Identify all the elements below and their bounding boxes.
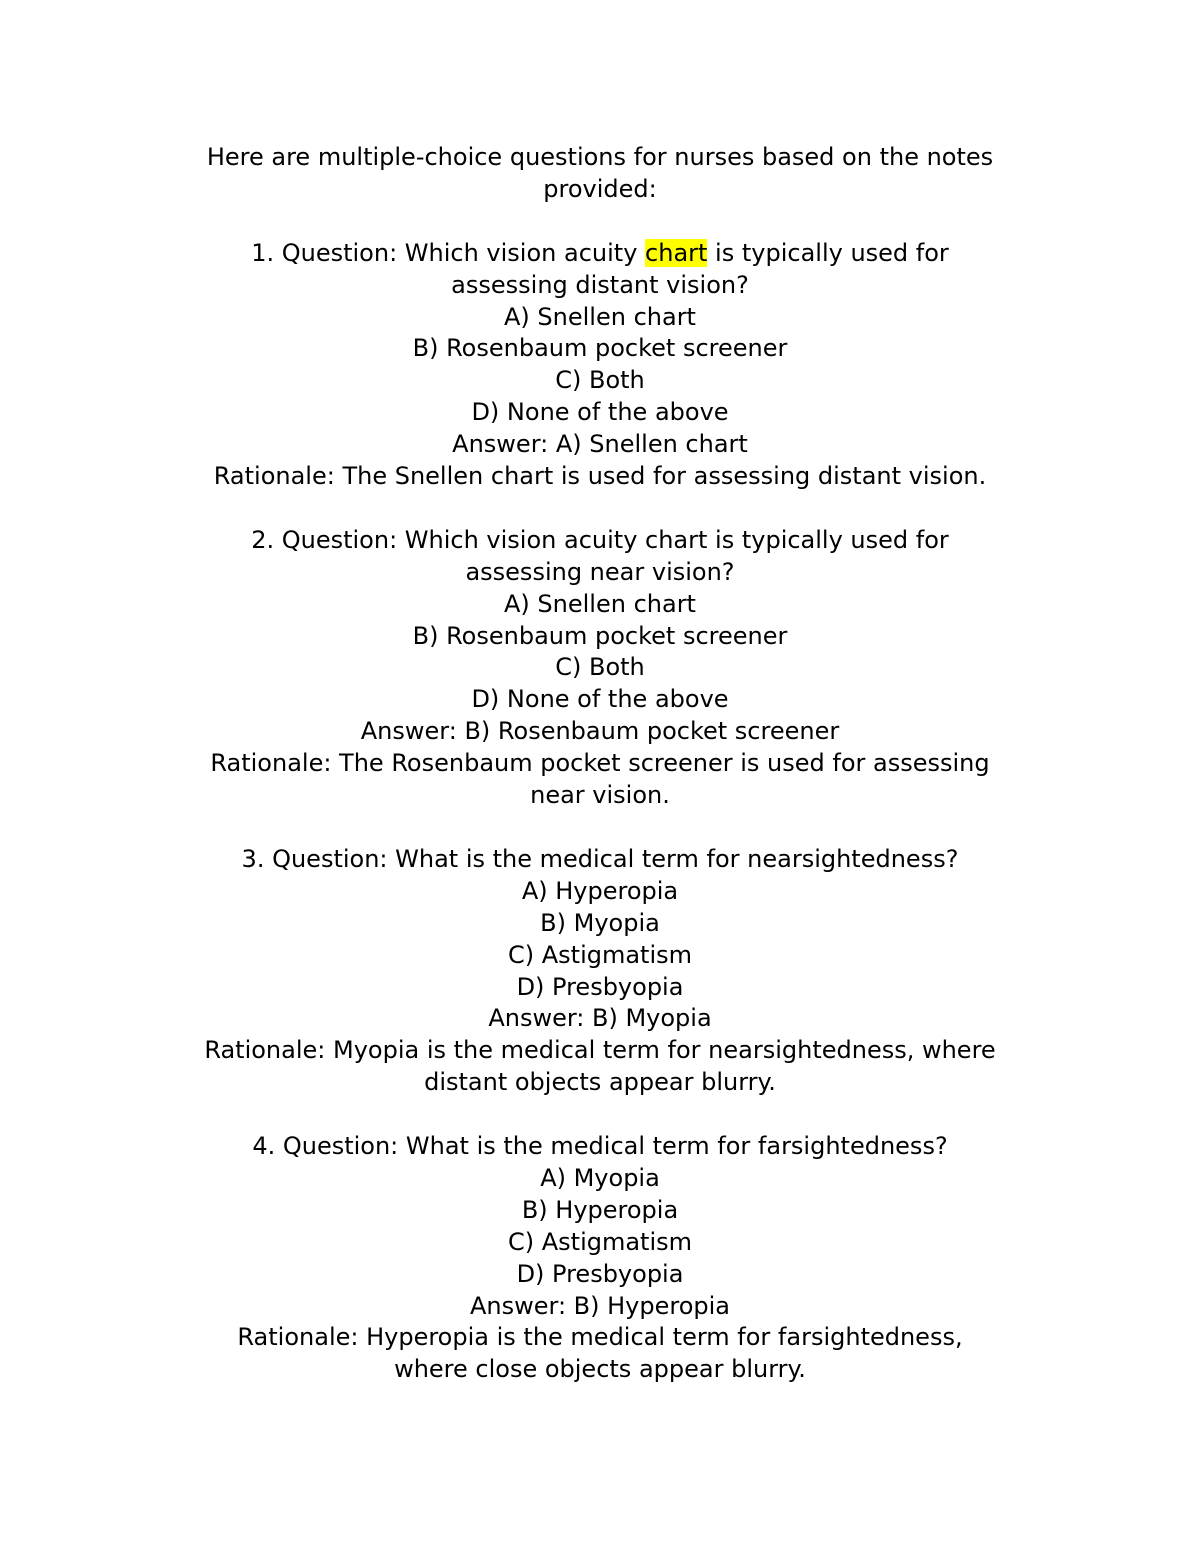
- option-a: A) Myopia: [540, 1163, 660, 1192]
- question-block-2: [0, 525, 1200, 812]
- question-text-continued: assessing near vision?: [465, 557, 735, 586]
- question-text-continued: assessing distant vision?: [451, 270, 749, 299]
- rationale: Rationale: The Snellen chart is used for assessing distant vision.: [213, 462, 987, 491]
- question-text-part: 1. Question: Which vision acuity: [251, 238, 646, 267]
- option-d: D) None of the above: [471, 398, 729, 427]
- rationale: Rationale: Myopia is the medical term for nearsightedness, where: [204, 1036, 996, 1065]
- answer: Answer: B) Myopia: [488, 1004, 712, 1033]
- option-b: B) Rosenbaum pocket screener: [412, 621, 788, 650]
- rationale-continued: distant objects appear blurry.: [424, 1068, 776, 1097]
- spacer: [0, 206, 1200, 238]
- option-a: A) Hyperopia: [521, 876, 679, 905]
- intro-line-1: Here are multiple-choice questions for nurses based on the notes: [206, 143, 994, 171]
- rationale-continued: where close objects appear blurry.: [394, 1355, 806, 1384]
- question-block-3: [0, 844, 1200, 1099]
- intro-line-2: provided:: [543, 174, 657, 203]
- answer: Answer: A) Snellen chart: [452, 430, 748, 459]
- question-block-1: [0, 238, 1200, 493]
- option-c: C) Astigmatism: [507, 1227, 693, 1256]
- option-b: B) Rosenbaum pocket screener: [412, 334, 788, 363]
- option-c: C) Both: [555, 366, 645, 395]
- option-d: D) None of the above: [471, 685, 729, 714]
- option-a: A) Snellen chart: [504, 302, 696, 331]
- spacer: [0, 812, 1200, 844]
- spacer: [0, 1099, 1200, 1131]
- question-text-part: is typically used for: [707, 238, 949, 267]
- rationale-continued: near vision.: [530, 781, 670, 810]
- option-b: B) Myopia: [540, 908, 660, 937]
- option-a: A) Snellen chart: [504, 589, 696, 618]
- question-block-4: [0, 1131, 1200, 1386]
- highlighted-word: chart: [645, 238, 708, 267]
- question-text: 2. Question: Which vision acuity chart is typically used for: [251, 525, 949, 554]
- rationale: Rationale: Hyperopia is the medical term for farsightedness,: [237, 1323, 963, 1352]
- spacer: [0, 493, 1200, 525]
- question-text: [0, 238, 1200, 270]
- option-d: D) Presbyopia: [516, 1259, 684, 1288]
- question-text: 3. Question: What is the medical term for nearsightedness?: [241, 844, 959, 873]
- answer: Answer: B) Rosenbaum pocket screener: [360, 717, 840, 746]
- option-b: B) Hyperopia: [521, 1195, 679, 1224]
- document-body: [0, 142, 1200, 1386]
- option-c: C) Both: [555, 653, 645, 682]
- rationale: Rationale: The Rosenbaum pocket screener is used for assessing: [210, 749, 990, 778]
- answer: Answer: B) Hyperopia: [469, 1291, 731, 1320]
- option-c: C) Astigmatism: [507, 940, 693, 969]
- option-d: D) Presbyopia: [516, 972, 684, 1001]
- question-text: 4. Question: What is the medical term for farsightedness?: [252, 1132, 948, 1161]
